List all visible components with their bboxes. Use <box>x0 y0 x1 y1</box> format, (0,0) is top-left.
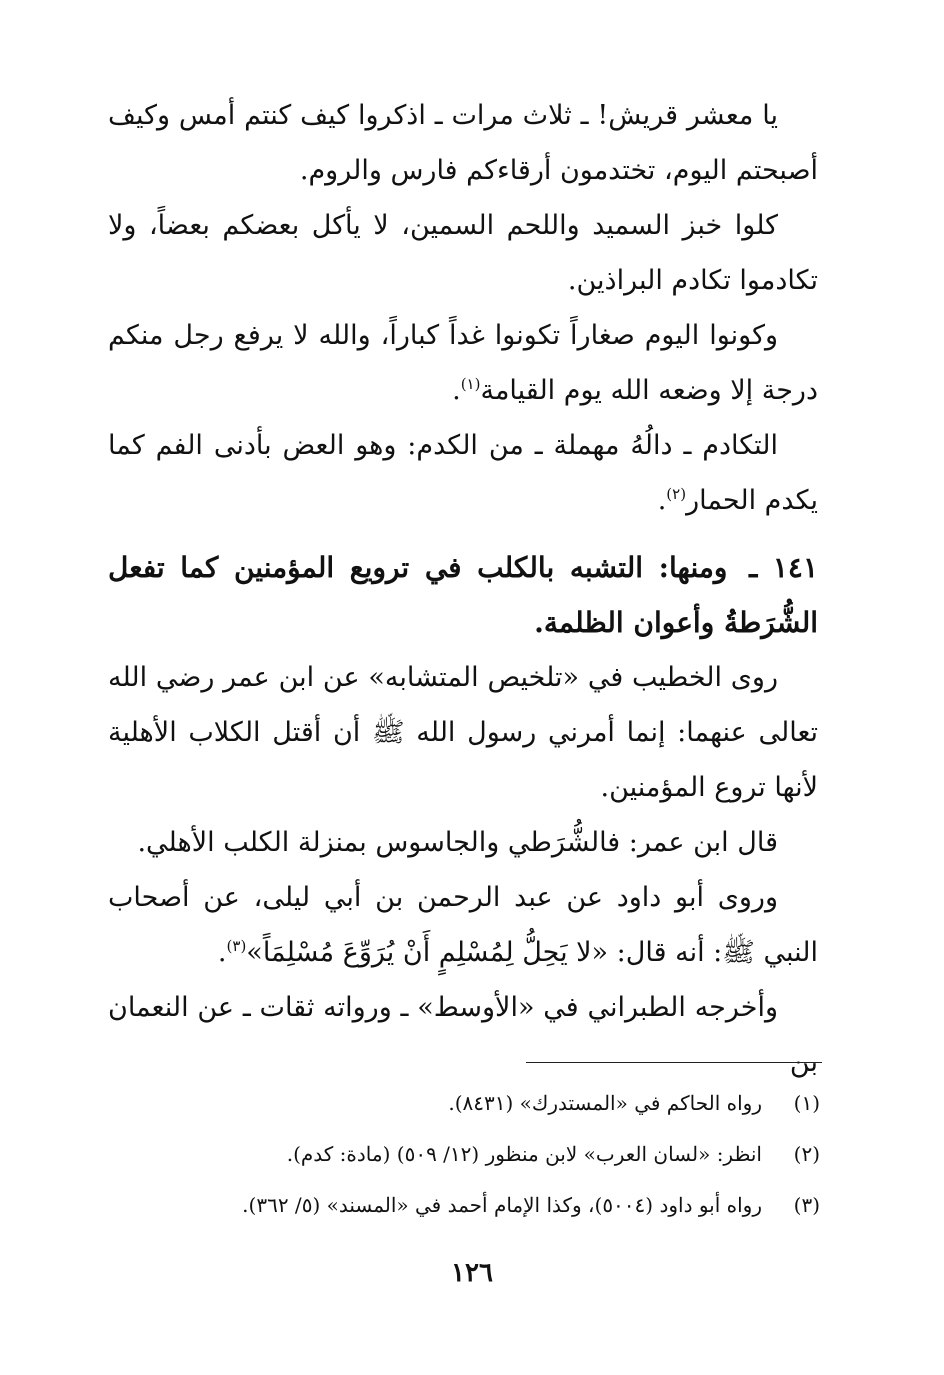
footnote-ref[interactable]: (٢) <box>666 485 687 503</box>
footnote-1 <box>108 1078 820 1129</box>
paragraph-text: التكادم ـ دالُهُ مهملة ـ من الكدم: وهو العض بأدنى الفم كما يكدم الحمار <box>108 430 818 516</box>
paragraph-7: وروى أبو داود عن عبد الرحمن بن أبي ليلى، عن أصحاب النبي ﷺ: أنه قال: «لا يَحِلُّ لِمُسْلِمٍ أَنْ يُرَوِّعَ مُسْلِمَاً»$^{(٣)}$. <box>108 882 818 968</box>
footnote-text: رواه الحاكم في «المستدرك» (٨٤٣١). <box>448 1091 762 1115</box>
page-number: ١٢٦ <box>451 1258 493 1288</box>
paragraph-8 <box>108 980 818 1090</box>
paragraph-5 <box>108 650 818 815</box>
paragraph-text: قال ابن عمر: فالشُّرَطي والجاسوس بمنزلة الكلب الأهلي. <box>137 827 778 858</box>
paragraph-2 <box>108 198 818 308</box>
paragraph-text: كلوا خبز السميد واللحم السمين، لا يأكل بعضكم بعضاً، ولا تكادموا تكادم البراذين. <box>108 210 818 296</box>
footnote-text: انظر: «لسان العرب» لابن منظور (١٢/ ٥٠٩) (مادة: كدم). <box>286 1142 762 1166</box>
footnote-divider <box>526 1062 822 1063</box>
paragraph-6 <box>108 815 818 870</box>
section-heading <box>108 540 818 650</box>
footnote-ref[interactable]: (١) <box>460 375 481 393</box>
paragraph-text: روى الخطيب في «تلخيص المتشابه» عن ابن عمر رضي الله تعالى عنهما: إنما أمرني رسول الله ﷺ أن أقتل الكلاب الأهلية لأنها تروع المؤمنين. <box>108 662 818 803</box>
footnotes <box>108 1078 820 1231</box>
main-text <box>108 88 818 1090</box>
paragraph-4: التكادم ـ دالُهُ مهملة ـ من الكدم: وهو العض بأدنى الفم كما يكدم الحمار$^{(٢)}$. <box>108 430 818 516</box>
footnote-number: (٢) <box>793 1142 820 1166</box>
paragraph-text: وأخرجه الطبراني في «الأوسط» ـ ورواته ثقات ـ عن النعمان بن <box>108 992 818 1078</box>
footnote-2 <box>108 1129 820 1180</box>
section-number: ١٤١ ـ <box>749 551 819 584</box>
paragraph-3: وكونوا اليوم صغاراً تكونوا غداً كباراً، والله لا يرفع رجل منكم درجة إلا وضعه الله يوم القيامة$^{(١)}$. <box>108 320 818 406</box>
section-title: ومنها: التشبه بالكلب في ترويع المؤمنين كما تفعل الشُّرَطةُ وأعوان الظلمة. <box>108 551 818 639</box>
footnote-3 <box>108 1180 820 1231</box>
paragraph-1 <box>108 88 818 198</box>
footnote-ref[interactable]: (٣) <box>226 937 247 955</box>
paragraph-text: يا معشر قريش! ـ ثلاث مرات ـ اذكروا كيف كنتم أمس وكيف أصبحتم اليوم، تختدمون أرقاءكم فارس والروم. <box>108 100 818 186</box>
footnote-number: (٣) <box>793 1193 820 1217</box>
paragraph-text: وكونوا اليوم صغاراً تكونوا غداً كباراً، والله لا يرفع رجل منكم درجة إلا وضعه الله يوم القيامة <box>108 320 818 406</box>
footnote-text: رواه أبو داود (٥٠٠٤)، وكذا الإمام أحمد في «المسند» (٥/ ٣٦٢). <box>242 1193 762 1217</box>
paragraph-text: وروى أبو داود عن عبد الرحمن بن أبي ليلى، عن أصحاب النبي ﷺ: أنه قال: «لا يَحِلُّ لِمُسْلِمٍ أَنْ يُرَوِّعَ مُسْلِمَاً» <box>108 882 818 968</box>
footnote-number: (١) <box>793 1091 820 1115</box>
